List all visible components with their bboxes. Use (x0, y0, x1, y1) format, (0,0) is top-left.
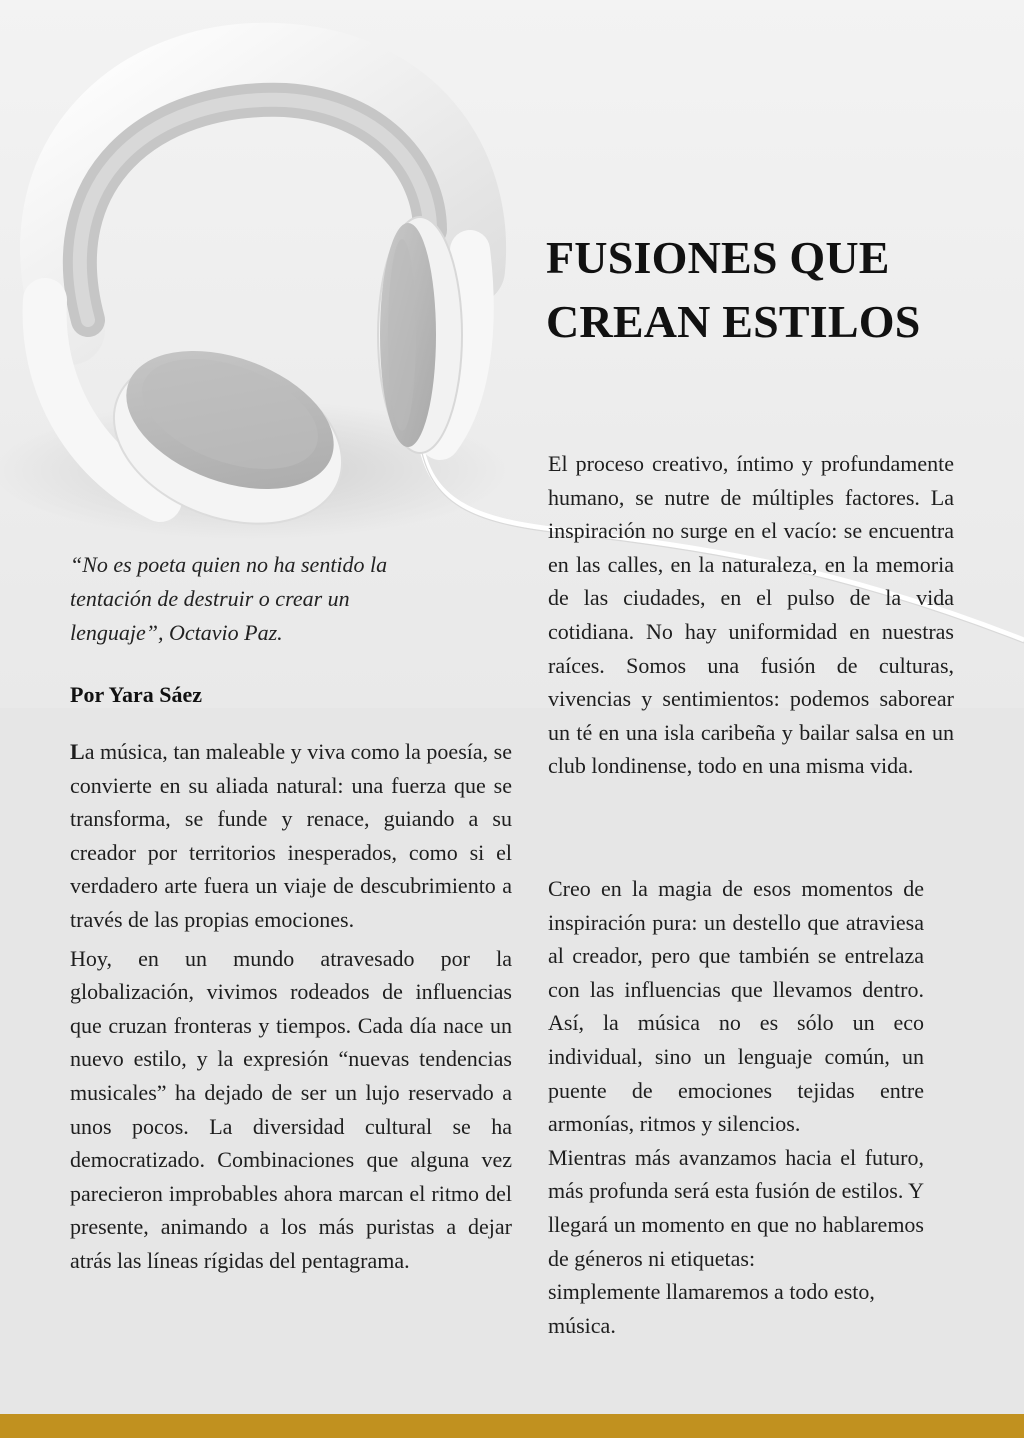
article-title: FUSIONES QUE CREAN ESTILOS (546, 232, 921, 347)
left-paragraph-2: Hoy, en un mundo atravesado por la globalización, vivimos rodeados de influencias que cruzan fronteras y tiempos. Cada día nace un nuevo estilo, y la expresión “nuevas tendencias musicales” ha dejado de ser un lujo reservado a unos pocos. La diversidad cultural se ha democratizado. Combinaciones que alguna vez parecieron improbables ahora marcan el ritmo del presente, animando a los más puristas a dejar atrás las líneas rígidas del pentagrama. (70, 945, 512, 1273)
left-paragraph-1 (70, 735, 512, 937)
right-paragraph-2: Creo en la magia de esos momentos de inspiración pura: un destello que atraviesa al creador, pero que también se entrelaza con las influencias que llevamos dentro. Así, la música no es sólo un eco individual, sino un lenguaje común, un puente de emociones tejidas entre armonías, ritmos y silencios. (548, 876, 924, 1137)
right-column-bottom (548, 872, 924, 1342)
author-byline: Por Yara Sáez (70, 682, 202, 707)
left-column (70, 735, 512, 1278)
drop-cap: L (70, 739, 85, 764)
epigraph-quote: “No es poeta quien no ha sentido la tentación de destruir o crear un lenguaje”, Octavio Paz. (70, 552, 388, 645)
right-paragraph-4: simplemente llamaremos a todo esto, música. (548, 1279, 875, 1338)
left-paragraph-1-text: a música, tan maleable y viva como la poesía, se convierte en su aliada natural: una fuerza que se transforma, se funde y renace, guiando a su creador por territorios inesperados, como si el verdadero arte fuera un viaje de descubrimiento a través de las propias emociones. (70, 739, 512, 932)
right-paragraph-1: El proceso creativo, íntimo y profundamente humano, se nutre de múltiples factores. La inspiración no surge en el vacío: se encuentra en las calles, en la naturaleza, en la memoria de las ciudades, en el pulso de la vida cotidiana. No hay uniformidad en nuestras raíces. Somos una fusión de culturas, vivencias y sentimientos: podemos saborear un té en una isla caribeña y bailar salsa en un club londinense, todo en una misma vida. (548, 451, 954, 779)
right-paragraph-3: Mientras más avanzamos hacia el futuro, más profunda será esta fusión de estilos. Y llegará un momento en que no hablaremos de géneros ni etiquetas: (548, 1144, 924, 1271)
right-column-top (548, 447, 954, 783)
footer-accent-bar (0, 1414, 1024, 1438)
